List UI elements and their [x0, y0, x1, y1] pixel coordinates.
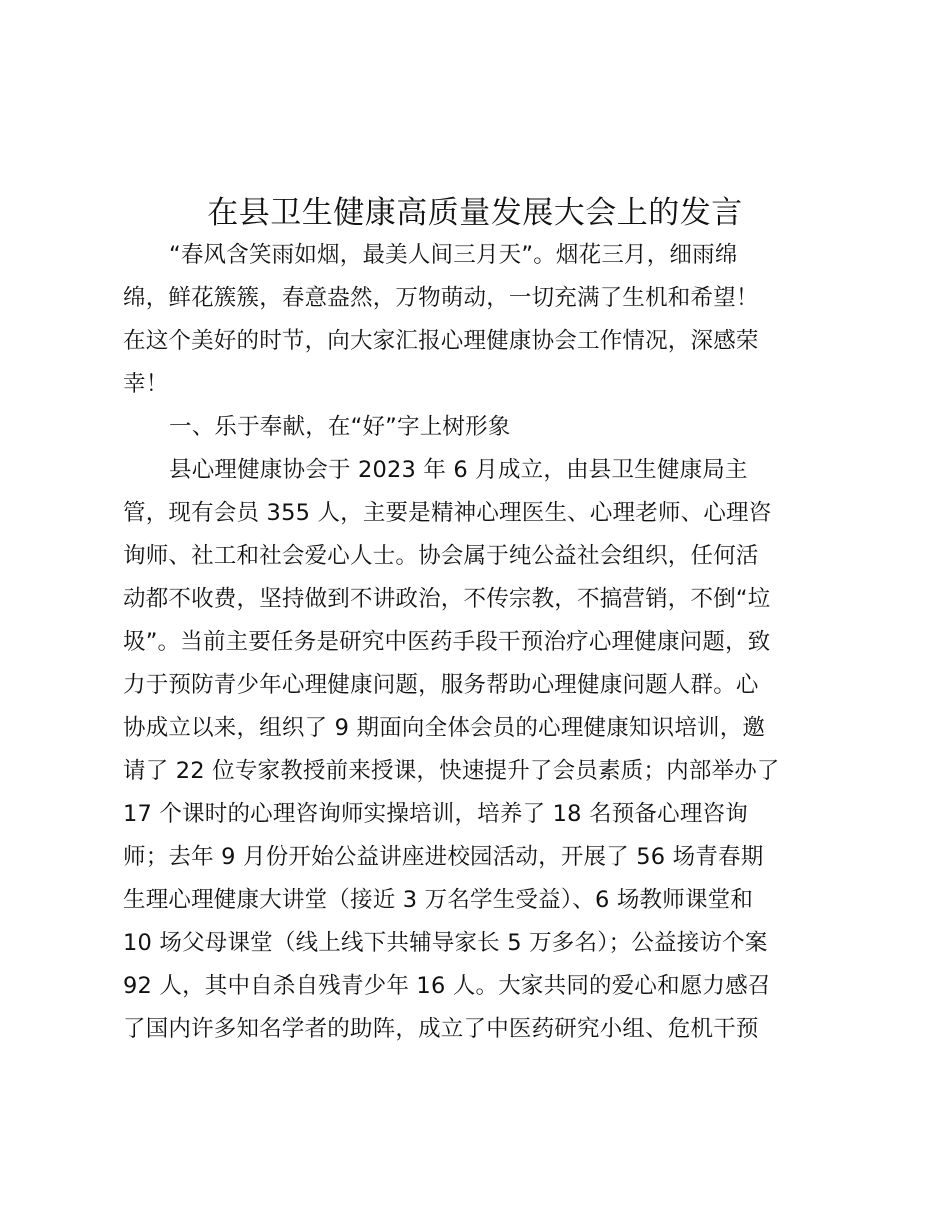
- text-line: 请了 22 位专家教授前来授课，快速提升了会员素质；内部举办了: [123, 758, 780, 784]
- text-line: 在这个美好的时节，向大家汇报心理健康协会工作情况，深感荣: [123, 328, 759, 354]
- text-line: 幸！: [123, 371, 169, 397]
- text-line: 10 场父母课堂（线上线下共辅导家长 5 万多名）；公益接访个案: [123, 930, 768, 956]
- text-line: “春风含笑雨如烟，最美人间三月天”。烟花三月，细雨绵: [169, 242, 738, 268]
- text-line: 圾”。当前主要任务是研究中医药手段干预治疗心理健康问题，致: [123, 629, 771, 655]
- text-line: 县心理健康协会于 2023 年 6 月成立，由县卫生健康局主: [169, 457, 748, 483]
- document-body: [123, 234, 843, 1051]
- text-line: 管，现有会员 355 人，主要是精神心理医生、心理老师、心理咨: [123, 500, 772, 526]
- text-line: 力于预防青少年心理健康问题，服务帮助心理健康问题人群。心: [123, 672, 759, 698]
- text-line: 动都不收费，坚持做到不讲政治，不传宗教，不搞营销，不倒“垃: [123, 586, 771, 612]
- section-heading: 一、乐于奉献，在“好”字上树形象: [169, 414, 511, 440]
- text-line: 17 个课时的心理咨询师实操培训，培养了 18 名预备心理咨询: [123, 801, 748, 827]
- document-title: 在县卫生健康高质量发展大会上的发言: [207, 194, 743, 231]
- text-line: 生理心理健康大讲堂（接近 3 万名学生受益）、6 场教师课堂和: [123, 887, 754, 913]
- text-line: 师；去年 9 月份开始公益讲座进校园活动，开展了 56 场青春期: [123, 844, 764, 870]
- text-line: 协成立以来，组织了 9 期面向全体会员的心理健康知识培训，邀: [123, 715, 766, 741]
- text-line: 92 人，其中自杀自残青少年 16 人。大家共同的爱心和愿力感召: [123, 973, 771, 999]
- text-line: 绵，鲜花簇簇，春意盎然，万物萌动，一切充满了生机和希望！: [123, 285, 759, 311]
- text-line: 询师、社工和社会爱心人士。协会属于纯公益社会组织，任何活: [123, 543, 759, 569]
- text-line: 了国内许多知名学者的助阵，成立了中医药研究小组、危机干预: [123, 1016, 759, 1042]
